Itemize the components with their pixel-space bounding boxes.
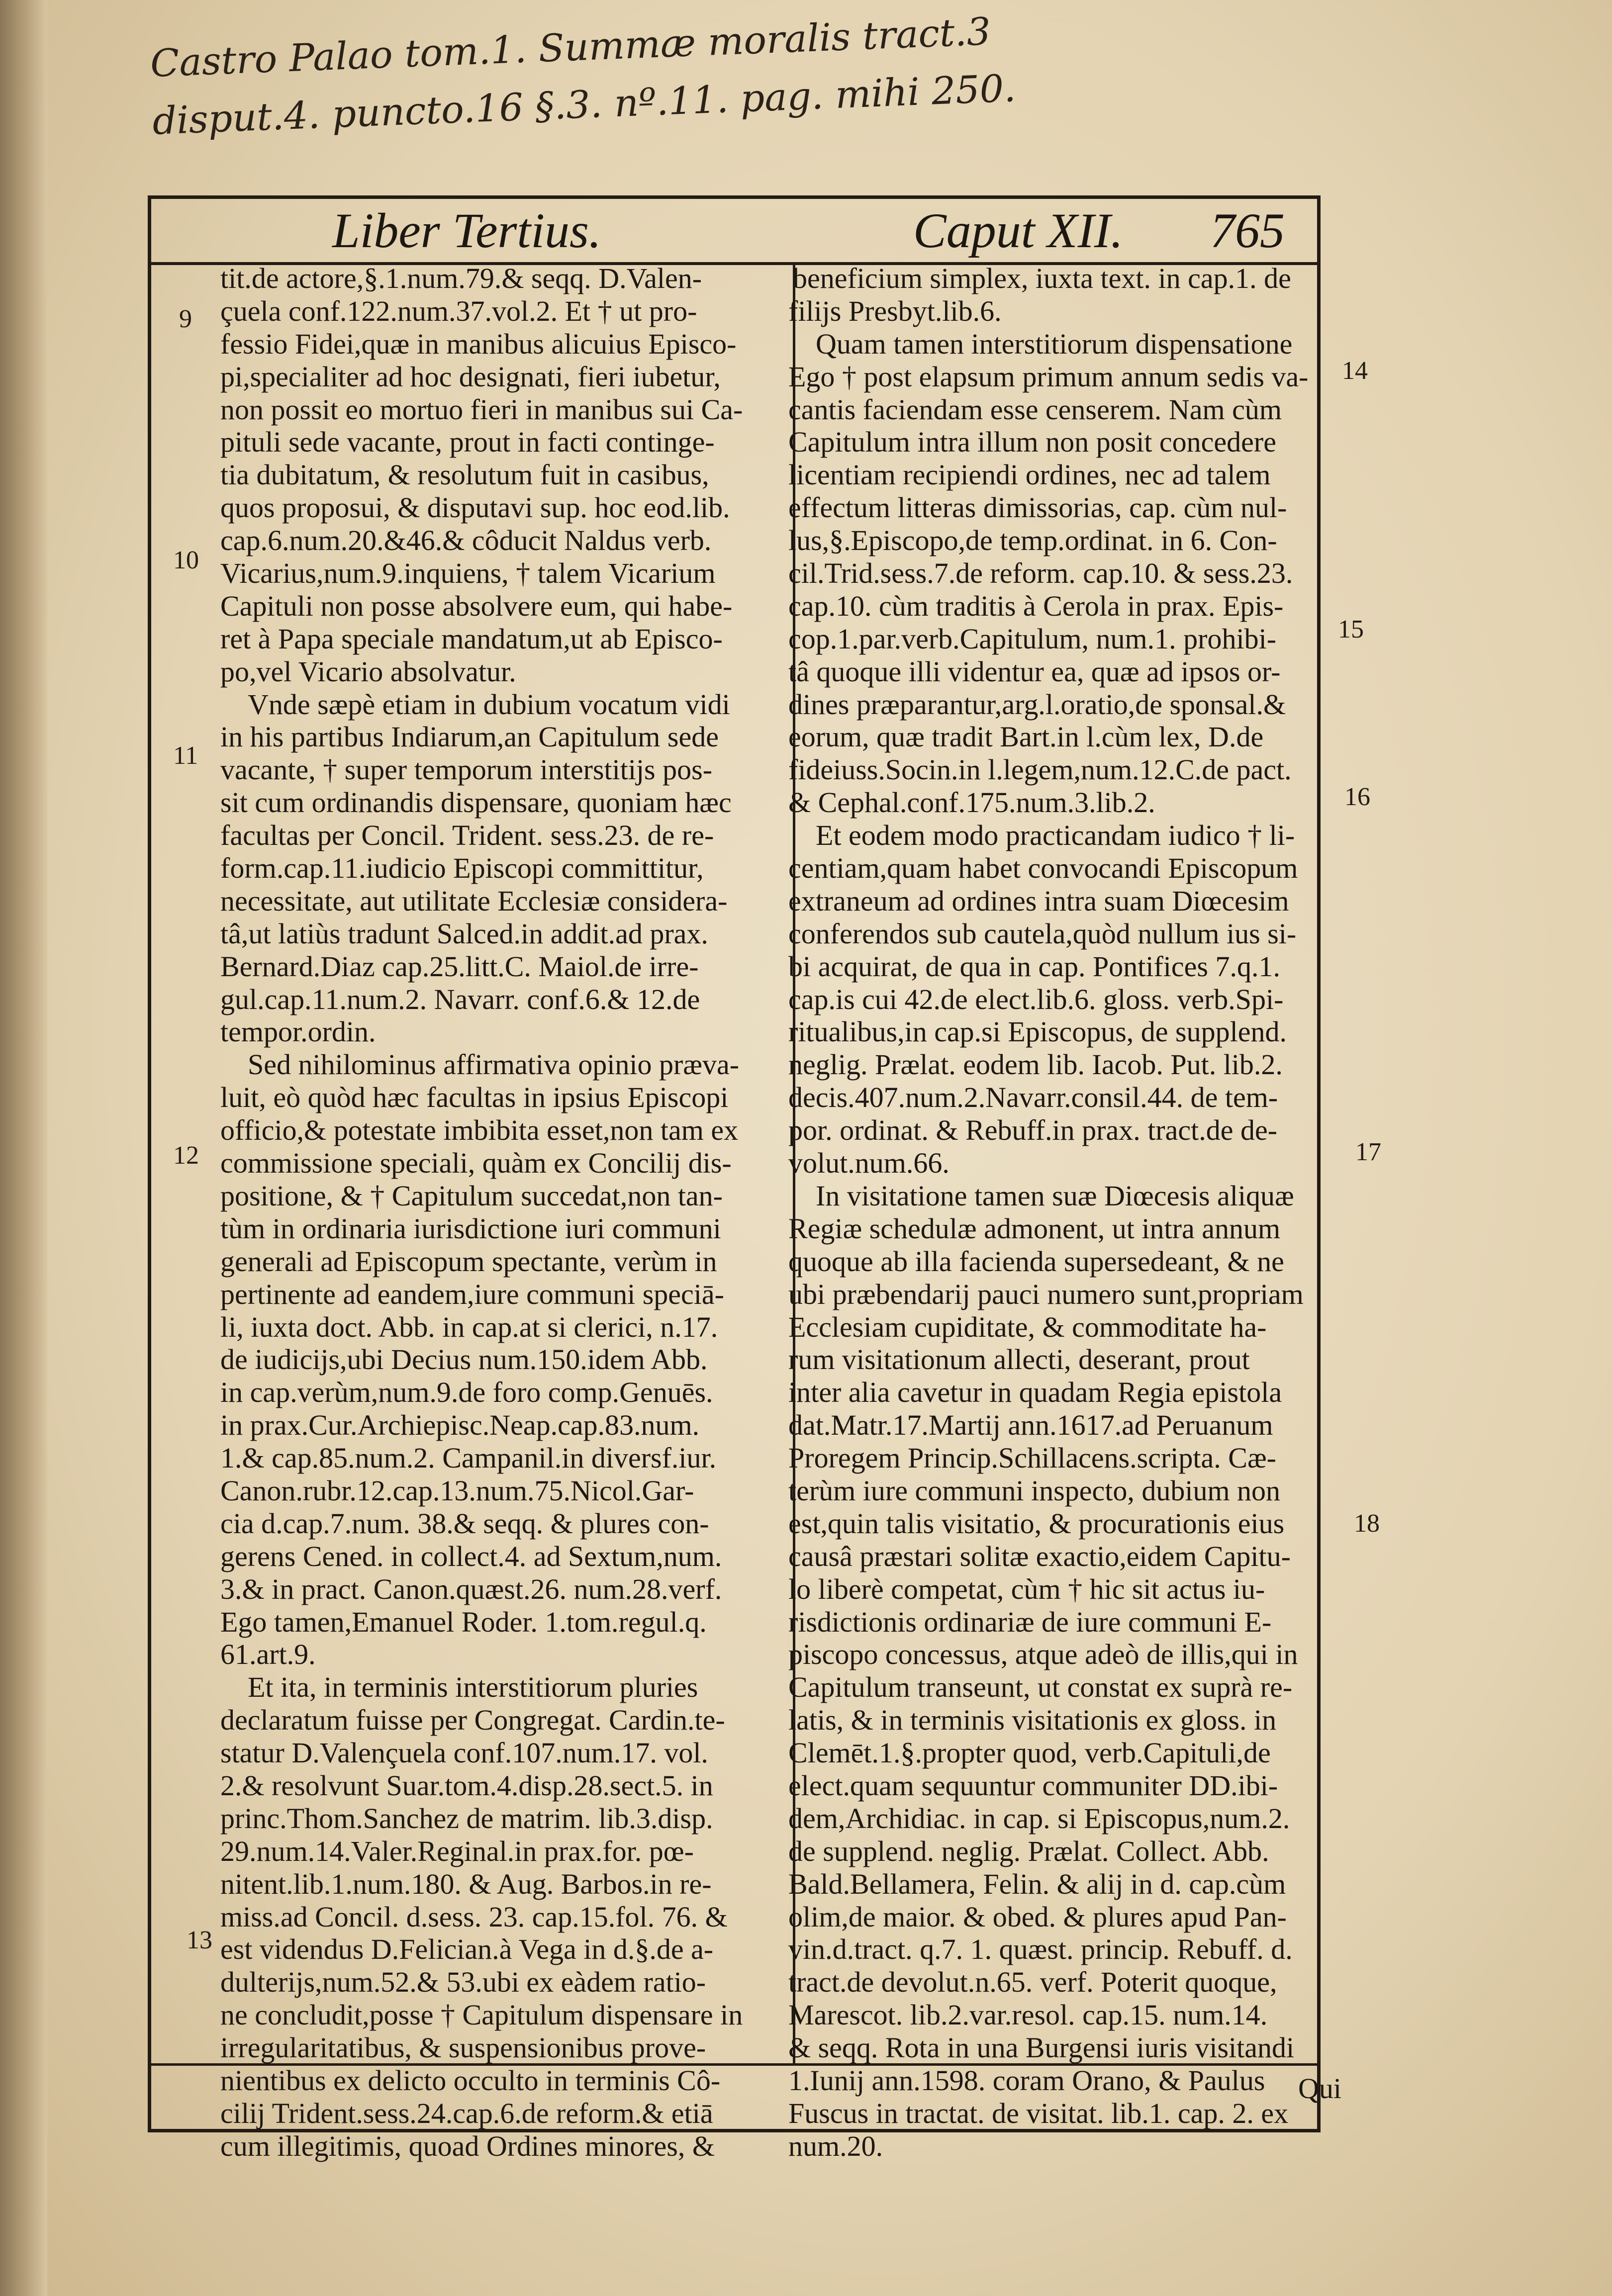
text-line: gerens Cened. in collect.4. ad Sextum,num. [220,1540,722,1572]
text-line: 1.& cap.85.num.2. Campanil.in diversf.iur. [220,1442,717,1474]
text-line: cum illegitimis, quoad Ordines minores, & [220,2129,715,2162]
text-line: vacante, † super temporum interstitijs pos- [220,753,713,786]
margin-number-right: 17 [1355,1138,1381,1166]
text-line: Marescot. lib.2.var.resol. cap.15. num.14. [788,1999,1268,2031]
text-line: por. ordinat. & Rebuff.in prax. tract.de de- [788,1114,1278,1147]
text-line: 1.Iunij ann.1598. coram Orano, & Paulus [788,2064,1265,2097]
text-line: 61.art.9. [220,1638,316,1671]
text-line: olim,de maior. & obed. & plures apud Pan- [788,1900,1287,1933]
text-line: form.cap.11.iudicio Episcopi committitur, [220,852,704,885]
text-line: Capitulum transeunt, ut constat ex suprà re- [788,1671,1293,1704]
text-line: Et ita, in terminis interstitiorum pluries [248,1671,698,1704]
text-line: ne concludit,posse † Capitulum dispensare in [220,1999,743,2031]
text-line: dem,Archidiac. in cap. si Episcopus,num.2. [788,1802,1290,1835]
text-line: Ego † post elapsum primum annum sedis va- [788,360,1309,393]
text-line: Fuscus in tractat. de visitat. lib.1. cap. 2. ex [788,2097,1289,2129]
text-line: in his partibus Indiarum,an Capitulum sede [220,721,719,753]
text-line: elect.quam sequuntur communiter DD.ibi- [788,1769,1278,1802]
text-line: pituli sede vacante, prout in facti continge- [220,426,715,459]
text-line: commissione speciali, quàm ex Concilij dis- [220,1147,732,1180]
text-line: & seqq. Rota in una Burgensi iuris visitandi [788,2031,1295,2064]
text-line: miss.ad Concil. d.sess. 23. cap.15.fol. 76. & [220,1900,728,1933]
text-line: officio,& potestate imbibita esset,non tam ex [220,1114,739,1147]
text-line: sit cum ordinandis dispensare, quoniam hæc [220,786,732,819]
text-line: 3.& in pract. Canon.quæst.26. num.28.verf. [220,1572,722,1605]
text-line: fessio Fidei,quæ in manibus alicuius Episco- [220,327,737,360]
text-line: tâ,ut latiùs tradunt Salced.in addit.ad prax. [220,917,708,950]
margin-number-left: 10 [173,546,199,574]
running-head-left: Liber Tertius. [332,203,601,258]
margin-number-right: 15 [1338,615,1364,643]
text-line: Bald.Bellamera, Felin. & alij in d. cap.cùm [788,1867,1286,1900]
text-line: in prax.Cur.Archiepisc.Neap.cap.83.num. [220,1409,700,1442]
text-line: gul.cap.11.num.2. Navarr. conf.6.& 12.de [220,983,700,1015]
text-line: extraneum ad ordines intra suam Diœcesim [788,884,1289,917]
margin-number-right: 18 [1354,1509,1380,1538]
text-line: de supplend. neglig. Prælat. Collect. Abb. [788,1835,1269,1867]
text-line: eorum, quæ tradit Bart.in l.cùm lex, D.de [788,721,1264,753]
text-line: Bernard.Diaz cap.25.litt.C. Maiol.de irre- [220,950,699,983]
text-line: beneficium simplex, iuxta text. in cap.1. de [793,262,1291,294]
text-line: dines præparantur,arg.l.oratio,de sponsal.& [788,688,1286,721]
text-line: cop.1.par.verb.Capitulum, num.1. prohibi- [788,622,1277,655]
text-line: Regiæ schedulæ admonent, ut intra annum [788,1212,1281,1245]
text-line: latis, & in terminis visitationis ex gloss. in [788,1704,1277,1737]
text-line: dat.Matr.17.Martij ann.1617.ad Peruanum [788,1409,1273,1442]
text-line: in cap.verùm,num.9.de foro comp.Genuēs. [220,1376,713,1409]
text-line: cap.6.num.20.&46.& côducit Naldus verb. [220,524,712,557]
margin-number-right: 16 [1344,783,1370,811]
text-line: nientibus ex delicto occulto in terminis Cô- [220,2064,721,2097]
handwritten-annotation [149,8,1017,150]
text-line: decis.407.num.2.Navarr.consil.44. de tem- [788,1081,1278,1114]
text-line: piscopo concessus, atque adeò de illis,qui in [788,1638,1298,1671]
text-line: princ.Thom.Sanchez de matrim. lib.3.disp. [220,1802,713,1835]
text-line: dulterijs,num.52.& 53.ubi ex eàdem ratio- [220,1966,706,1999]
text-line: tia dubitatum, & resolutum fuit in casibus, [220,459,709,491]
text-line: cantis faciendam esse censerem. Nam cùm [788,393,1282,426]
text-line: tempor.ordin. [220,1015,376,1048]
text-line: cap.is cui 42.de elect.lib.6. gloss. verb.Spi- [788,983,1284,1015]
text-line: statur D.Valençuela conf.107.num.17. vol. [220,1737,708,1769]
text-line: Capituli non posse absolvere eum, qui habe- [220,589,733,622]
text-line: volut.num.66. [788,1147,949,1180]
text-line: Proregem Princip.Schillacens.scripta. Cæ- [788,1442,1276,1474]
text-line: non possit eo mortuo fieri in manibus sui Ca- [220,393,743,426]
text-line: tùm in ordinaria iurisdictione iuri communi [220,1212,721,1245]
text-line: inter alia cavetur in quadam Regia epistola [788,1376,1282,1409]
text-line: lo liberè competat, cùm † hic sit actus iu- [788,1572,1265,1605]
text-line: cilij Trident.sess.24.cap.6.de reform.& etiā [220,2097,713,2129]
text-line: Ecclesiam cupiditate, & commoditate ha- [788,1310,1267,1343]
text-line: Clemēt.1.§.propter quod, verb.Capituli,de [788,1737,1271,1769]
text-line: cil.Trid.sess.7.de reform. cap.10. & sess.23. [788,557,1293,590]
text-line: Vicarius,num.9.inquiens, † talem Vicarium [220,557,716,590]
text-line: nitent.lib.1.num.180. & Aug. Barbos.in re- [220,1867,712,1900]
text-line: effectum litteras dimissorias, cap. cùm nul- [788,491,1287,524]
text-line: po,vel Vicario absolvatur. [220,655,516,688]
text-line: Et eodem modo practicandam iudico † li- [816,819,1295,852]
text-line: positione, & † Capitulum succedat,non tan- [220,1179,723,1212]
binding-gutter [0,0,47,2296]
margin-number-left: 11 [173,741,198,770]
text-line: Vnde sæpè etiam in dubium vocatum vidi [248,688,730,721]
text-line: Ego tamen,Emanuel Roder. 1.tom.regul.q. [220,1605,707,1638]
margin-number-left: 9 [179,305,192,333]
text-line: necessitate, aut utilitate Ecclesiæ considera- [220,884,728,917]
text-line: tit.de actore,§.1.num.79.& seqq. D.Valen- [220,262,702,294]
text-line: Quam tamen interstitiorum dispensatione [816,327,1293,360]
text-line: causâ præstari solitæ exactio,eidem Capitu- [788,1540,1291,1572]
margin-number-left: 12 [173,1141,199,1170]
catchword: Qui [1298,2072,1341,2105]
text-line: quoque ab illa facienda supersedeant, & ne [788,1245,1284,1278]
text-line: quos proposui, & disputavi sup. hoc eod.lib. [220,491,730,524]
text-line: fideiuss.Socin.in l.legem,num.12.C.de pact. [788,753,1292,786]
text-line: generali ad Episcopum spectante, verùm in [220,1245,717,1278]
text-line: 29.num.14.Valer.Reginal.in prax.for. pœ- [220,1835,694,1867]
text-line: irregularitatibus, & suspensionibus prove- [220,2031,706,2064]
text-line: pertinente ad eandem,iure communi speciā- [220,1278,724,1310]
text-line: luit, eò quòd hæc facultas in ipsius Episcopi [220,1081,729,1114]
text-line: lus,§.Episcopo,de temp.ordinat. in 6. Con- [788,524,1277,557]
text-line: licentiam recipiendi ordines, nec ad talem [788,459,1271,491]
text-line: tâ quoque illi videntur ea, quæ ad ipsos or- [788,655,1281,688]
text-line: centiam,quam habet convocandi Episcopum [788,852,1298,885]
text-line: ubi præbendarij pauci numero sunt,propriam [788,1278,1304,1310]
text-line: conferendos sub cautela,quòd nullum ius si- [788,917,1297,950]
text-line: bi acquirat, de qua in cap. Pontifices 7.q.1. [788,950,1280,983]
text-line: pi,specialiter ad hoc designati, fieri iubetur, [220,360,721,393]
text-line: In visitatione tamen suæ Diœcesis aliquæ [816,1179,1294,1212]
text-line: est,quin talis visitatio, & procurationis eius [788,1507,1285,1540]
text-line: li, iuxta doct. Abb. in cap.at si clerici, n.17. [220,1310,718,1343]
handwritten-line-1: Castro Palao tom.1. Summæ moralis tract.3 [149,9,992,86]
right-text-column [788,262,1334,2163]
running-head-right: Caput XII. [913,203,1124,258]
text-line: rum visitationum allecti, deserant, prout [788,1343,1250,1376]
text-line: Sed nihilominus affirmativa opinio præva- [248,1048,740,1081]
text-line: est videndus D.Felician.à Vega in d.§.de a- [220,1933,714,1966]
text-line: Capitulum intra illum non posit concedere [788,426,1276,459]
text-line: filijs Presbyt.lib.6. [788,294,1002,327]
text-line: risdictionis ordinariæ de iure communi E- [788,1605,1272,1638]
text-line: neglig. Prælat. eodem lib. Iacob. Put. lib.2. [788,1048,1283,1081]
text-line: num.20. [788,2129,883,2162]
page-number: 765 [1210,203,1285,258]
text-line: facultas per Concil. Trident. sess.23. de re- [220,819,714,852]
text-line: cia d.cap.7.num. 38.& seqq. & plures con- [220,1507,709,1540]
text-line: tract.de devolut.n.65. verf. Poterit quoque, [788,1966,1277,1999]
text-line: 2.& resolvunt Suar.tom.4.disp.28.sect.5. in [220,1769,713,1802]
text-line: ritualibus,in cap.si Episcopus, de supplend. [788,1015,1287,1048]
text-line: ret à Papa speciale mandatum,ut ab Episco- [220,622,723,655]
text-line: vin.d.tract. q.7. 1. quæst. princip. Rebuff. d. [788,1933,1293,1966]
text-line: Canon.rubr.12.cap.13.num.75.Nicol.Gar- [220,1474,694,1507]
text-line: terùm iure communi inspecto, dubium non [788,1474,1281,1507]
text-line: çuela conf.122.num.37.vol.2. Et † ut pro- [220,294,697,327]
left-text-column [220,262,763,2163]
text-line: cap.10. cùm traditis à Cerola in prax. Epis- [788,589,1284,622]
margin-number-right: 14 [1342,357,1368,385]
handwritten-line-2: disput.4. puncto.16 §.3. nº.11. pag. mihi 250. [151,66,1017,143]
text-line: declaratum fuisse per Congregat. Cardin.te- [220,1704,725,1737]
text-line: de iudicijs,ubi Decius num.150.idem Abb. [220,1343,708,1376]
margin-number-left: 13 [187,1926,212,1954]
text-line: & Cephal.conf.175.num.3.lib.2. [788,786,1155,819]
